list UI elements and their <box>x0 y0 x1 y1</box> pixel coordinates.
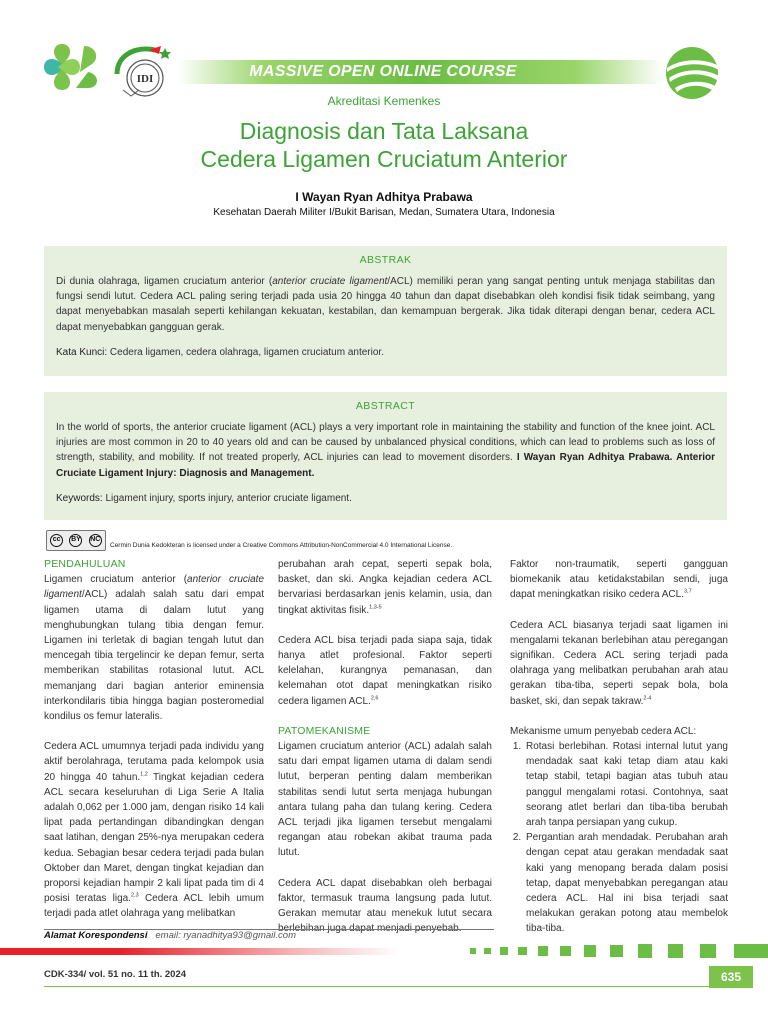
cdk-logo <box>665 46 719 100</box>
journal-citation: CDK-334/ vol. 51 no. 11 th. 2024 <box>44 969 187 980</box>
list-item: 2. Pergantian arah mendadak. Perubahan arah dengan cepat atau gerakan mendadak saat kaki yang menopang berada dalam posisi tetap, dapat menyebabkan peregangan atau cedera ACL. Hal ini bisa terjadi saat melakukan gerakan potong atau membelok tiba-tiba. <box>524 830 728 936</box>
idi-logo-text: IDI <box>136 73 154 85</box>
body-column-1 <box>44 557 264 937</box>
nc-icon: NC <box>89 534 102 547</box>
keywords <box>56 493 715 504</box>
mechanism-list <box>510 739 728 937</box>
paragraph <box>510 618 728 709</box>
footer-red-bar <box>0 948 400 955</box>
abstrak-text-italic: anterior cruciate ligament <box>272 276 388 287</box>
reference-superscript: 1,2 <box>140 771 148 778</box>
body-column-2 <box>278 557 492 951</box>
abstract-citation: I Wayan Ryan Adhitya Prabawa. Anterior Cruciate Ligament Injury: Diagnosis and Management. <box>56 452 715 479</box>
abstract-box <box>44 392 727 520</box>
section-heading-patomekanisme: PATOMEKANISME <box>278 724 371 737</box>
paragraph <box>44 739 264 921</box>
author-name: I Wayan Ryan Adhitya Prabawa <box>295 190 473 204</box>
title-line-2: Cedera Ligamen Cruciatum Anterior <box>200 146 568 172</box>
abstract-text-body: In the world of sports, the anterior cruciate ligament (ACL) plays a very important role in maintaining the stability and function of the knee joint. ACL injuries are most common in 20 to 40 years old and can be caused by unbalanced physical conditions, which can lead to problems such as loss of strength, stability, and mobility. If not treated properly, ACL injuries can lead to movement disorders. <box>56 422 715 464</box>
kata-kunci <box>56 347 715 358</box>
license-text: Cermin Dunia Kedokteran is licensed under a Creative Commons Attribution-NonCommercial 4.0 International License. <box>110 542 453 549</box>
correspondence-label: Alamat Korespondensi <box>44 930 148 941</box>
paragraph-text: Faktor non-traumatik, seperti gangguan biomekanik atau ketidakstabilan sendi, juga dapat meningkatkan risiko cedera ACL. <box>510 559 728 601</box>
paragraph-text: Tingkat kejadian cedera ACL secara keseluruhan di Liga Serie A Italia adalah 0,062 per 1.000 jam, dengan risiko 14 kali lipat pada pertandingan dibandingkan dengan saat latihan, dengan 25%-nya merupakan cedera kedua. Sebagian besar cedera terjadi pada bulan Oktober dan Maret, dengan tingkat kejadian dan proporsi kejadian hampir 2 kali lipat pada tim di 4 posisi teratas liga. <box>44 771 264 905</box>
correspondence-email[interactable]: email: ryanadhitya93@gmail.com <box>155 930 296 941</box>
paragraph <box>278 557 492 618</box>
cc-icon: cc <box>50 534 63 547</box>
section-heading-pendahuluan: PENDAHULUAN <box>44 558 126 570</box>
paragraph: Cedera ACL dapat disebabkan oleh berbagai faktor, termasuk trauma langsung pada lutut. Gerakan memutar atau menekuk lutut secara berlebihan juga dapat menjadi penyebab. <box>278 877 492 935</box>
abstract-text <box>56 420 715 481</box>
paragraph-text: Ligamen cruciatum anterior ( <box>44 574 188 586</box>
paragraph-text: /ACL) adalah salah satu dari empat ligamen utama di dalam lutut yang menghubungkan tulang tibia dengan femur. Ligamen ini terletak di bagian tengah lutut dan mencegah tibia tergelincir ke depan femur, serta memberikan stabilitas rotasional lutut. ACL memanjang dari bagian anterior eminensia interkondilaris tibia hingga bagian posteromedial kondilus os femur lateralis. <box>44 589 264 723</box>
correspondence <box>44 930 296 941</box>
paragraph: Ligamen cruciatum anterior (ACL) adalah salah satu dari empat ligamen utama di dalam sendi lutut, berperan penting dalam memberikan stabilitas sendi lutut serta menjaga hubungan antara tulang paha dan tulang kering. Cedera ACL terjadi jika ligamen tersebut mengalami regangan atau robekan akibat trauma pada lutut. <box>278 741 492 859</box>
reference-superscript: 2-4 <box>643 695 652 702</box>
abstrak-heading: ABSTRAK <box>359 254 412 266</box>
paragraph-text: Cedera ACL lebih umum terjadi pada atlet olahraga yang melibatkan <box>44 893 264 920</box>
paragraph <box>510 557 728 603</box>
abstrak-box <box>44 246 727 376</box>
abstrak-text-a: Di dunia olahraga, ligamen cruciatum anterior ( <box>56 276 273 287</box>
list-item: 1. Rotasi berlebihan. Rotasi internal lutut yang mendadak saat kaki tetap diam atau kaki tetap stabil, tetapi bagian atas tubuh atau panggul mengalami rotasi. Contohnya, saat seorang atlet berlari dan tiba-tiba berubah arah tanpa persiapan yang cukup. <box>524 739 728 830</box>
paragraph-text: Cedera ACL biasanya terjadi saat ligamen ini mengalami tekanan berlebihan atau peregangan signifikan. Cedera ACL sering terjadi pada olahraga yang melibatkan perubahan arah atau gerakan tiba-tiba, seperti sepak bola, bola basket, ski, dan sepak takraw. <box>510 619 728 707</box>
reference-superscript: 2,3 <box>131 892 139 899</box>
paragraph-italic: anterior cruciate ligament <box>44 574 264 601</box>
abstract-heading: ABSTRACT <box>355 400 416 412</box>
page-number: 635 <box>709 966 753 988</box>
reference-superscript: 2,6 <box>370 695 379 702</box>
kemenkes-logo <box>44 44 100 90</box>
kata-kunci-label: Kata Kunci: <box>56 346 108 358</box>
keywords-label: Keywords: <box>56 492 103 504</box>
reference-superscript: 3,7 <box>684 589 692 596</box>
paragraph-text: perubahan arah cepat, seperti sepak bola, basket, dan ski. Angka kejadian cedera ACL bervariasi berdasarkan jenis kelamin, usia, dan tingkat aktivitas fisik. <box>278 559 492 616</box>
abstrak-text-b: /ACL) memiliki peran yang sangat penting untuk menjaga stabilitas dan fungsi sendi lutut. Cedera ACL paling sering terjadi pada usia 20 hingga 40 tahun dan dapat disebabkan oleh kondisi fisik tidak seimbang, yang dapat menyebabkan masalah seperti kehilangan kekuatan, kestabilan, dan kemampuan bergerak. Jika tidak diterapi dengan benar, cedera ACL dapat menyebabkan gangguan gerak. <box>56 276 715 333</box>
article-title <box>0 117 768 173</box>
paragraph: Mekanisme umum penyebab cedera ACL: <box>510 725 697 737</box>
cc-license-badge[interactable] <box>46 530 106 551</box>
paragraph-text: Cedera ACL umumnya terjadi pada individu yang aktif berolahraga, terutama pada kelompok usia 20 hingga 40 tahun. <box>44 741 264 783</box>
idi-logo <box>113 44 175 100</box>
title-line-1: Diagnosis dan Tata Laksana <box>239 118 529 144</box>
keywords-text: Ligament injury, sports injury, anterior cruciate ligament. <box>102 492 352 504</box>
footer-line <box>44 986 753 987</box>
paragraph <box>44 572 264 724</box>
kata-kunci-text: Cedera ligamen, cedera olahraga, ligamen cruciatum anterior. <box>107 346 384 358</box>
body-column-3 <box>510 557 728 937</box>
mooc-title: MASSIVE OPEN ONLINE COURSE <box>249 63 517 80</box>
footer-green-dashes <box>470 944 768 958</box>
author-affiliation: Kesehatan Daerah Militer I/Bukit Barisan, Medan, Sumatera Utara, Indonesia <box>213 207 555 218</box>
abstrak-text <box>56 274 715 335</box>
reference-superscript: 1,3-5 <box>369 604 382 611</box>
accreditation: Akreditasi Kemenkes <box>327 94 441 108</box>
by-icon: BY <box>69 534 82 547</box>
paragraph <box>278 633 492 709</box>
paragraph-text: Cedera ACL bisa terjadi pada siapa saja, tidak hanya atlet profesional. Faktor seperti kelelahan, kurangnya pemanasan, dan kelemahan otot dapat meningkatkan risiko cedera ligamen ACL. <box>278 634 492 707</box>
journal-header <box>0 0 768 218</box>
